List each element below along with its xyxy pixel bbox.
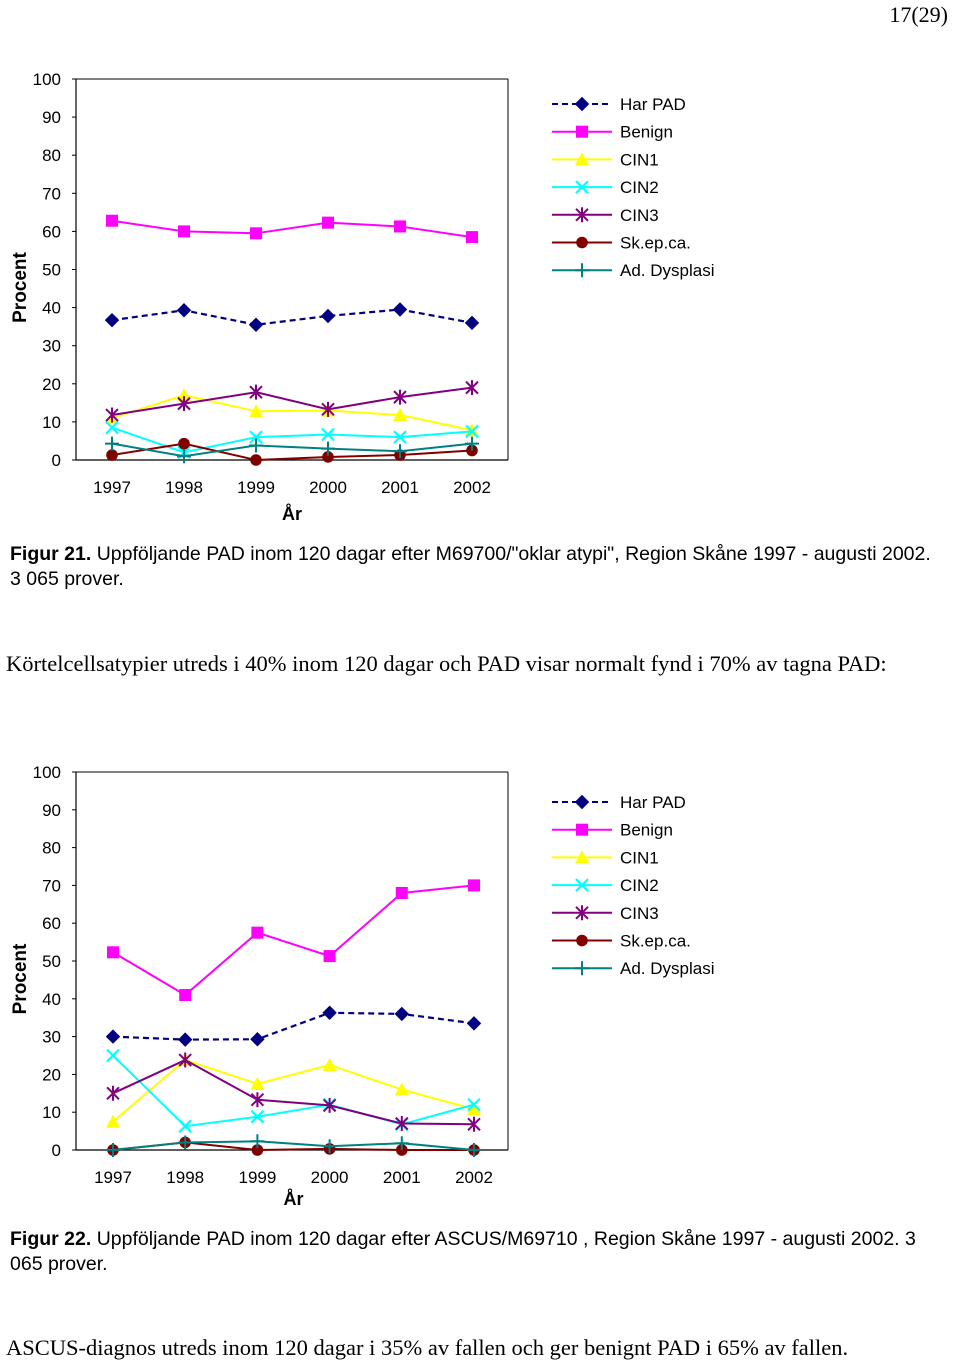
x-axis-title: År	[281, 504, 303, 524]
legend-marker-ad-dysplasi	[575, 263, 589, 277]
x-tick-label: 2002	[453, 478, 491, 497]
y-tick-label: 30	[42, 1027, 61, 1047]
legend-label-ad-dysplasi: Ad. Dysplasi	[620, 261, 715, 281]
legend-marker-har-pad	[576, 796, 589, 809]
figure-caption-text: Uppföljande PAD inom 120 dagar efter M69700/"oklar atypi", Region Skåne 1997 - augusti 2002. 3 065 prover.	[10, 543, 931, 590]
x-tick-label: 1998	[166, 1168, 205, 1187]
data-point-har-pad	[322, 309, 335, 322]
data-point-benign	[468, 879, 480, 891]
y-tick-label: 80	[42, 838, 61, 858]
series-line-har-pad	[112, 310, 472, 325]
legend-marker-har-pad	[576, 98, 589, 111]
x-tick-label: 1997	[94, 1168, 132, 1187]
figure-label: Figur 21.	[10, 543, 92, 565]
figure-caption-22	[10, 1227, 946, 1277]
data-point-ad-dysplasi	[321, 442, 335, 456]
data-point-ad-dysplasi	[250, 1134, 264, 1148]
data-point-har-pad	[178, 304, 191, 317]
x-tick-label: 2000	[310, 1168, 349, 1187]
legend-label-cin2: CIN2	[620, 876, 659, 896]
series-cin1	[105, 388, 479, 436]
legend-marker-sk-ep-ca	[576, 935, 588, 947]
data-point-benign	[178, 225, 190, 237]
y-tick-label: 0	[51, 1141, 61, 1160]
x-tick-label: 2001	[382, 1168, 421, 1187]
y-tick-label: 20	[42, 1065, 61, 1085]
x-tick-label: 2001	[381, 478, 419, 497]
y-tick-label: 100	[32, 763, 61, 782]
body-paragraph-1: Körtelcellsatypier utreds i 40% inom 120 dagar och PAD visar normalt fynd i 70% av tagna PAD:	[6, 651, 887, 676]
data-point-benign	[250, 227, 262, 239]
x-tick-label: 1997	[93, 478, 131, 497]
y-tick-label: 30	[42, 336, 61, 356]
x-axis-title: År	[283, 1189, 304, 1209]
x-tick-label: 1999	[237, 478, 275, 497]
data-point-har-pad	[395, 1007, 408, 1020]
legend-label-benign: Benign	[620, 122, 673, 142]
series-line-benign	[113, 885, 474, 995]
data-point-har-pad	[468, 1017, 481, 1030]
y-tick-label: 40	[42, 989, 61, 1009]
y-tick-label: 60	[42, 914, 61, 934]
data-point-ad-dysplasi	[467, 1143, 481, 1157]
chart-figur-22	[0, 755, 960, 1225]
data-point-har-pad	[250, 318, 263, 331]
series-har-pad	[106, 303, 479, 331]
data-point-benign	[179, 989, 191, 1001]
legend-label-har-pad: Har PAD	[620, 95, 686, 114]
series-cin2	[107, 1050, 480, 1133]
data-point-har-pad	[394, 303, 407, 316]
y-tick-label: 40	[42, 298, 61, 318]
data-point-har-pad	[106, 314, 119, 327]
y-tick-label: 100	[32, 70, 61, 89]
data-point-cin3	[179, 1053, 191, 1068]
y-tick-label: 70	[42, 876, 61, 896]
data-point-har-pad	[323, 1006, 336, 1019]
data-point-ad-dysplasi	[105, 437, 119, 451]
legend-label-sk-ep-ca: Sk.ep.ca.	[620, 233, 691, 253]
data-point-cin3	[107, 1086, 119, 1101]
data-point-ad-dysplasi	[106, 1143, 120, 1157]
figure-caption-21	[10, 542, 946, 592]
legend-label-sk-ep-ca: Sk.ep.ca.	[620, 931, 691, 951]
data-point-sk-ep-ca	[178, 438, 190, 450]
legend	[552, 95, 714, 280]
chart-figur-21	[0, 60, 960, 530]
data-point-sk-ep-ca	[106, 449, 118, 461]
data-point-benign	[396, 887, 408, 899]
data-point-har-pad	[251, 1033, 264, 1046]
y-tick-label: 10	[42, 412, 61, 432]
body-paragraph-2: ASCUS-diagnos utreds inom 120 dagar i 35% av fallen och ger benignt PAD i 65% av fallen.	[6, 1335, 849, 1360]
page-number: 17(29)	[889, 2, 948, 27]
y-axis-title: Procent	[10, 252, 31, 323]
legend-marker-benign	[576, 824, 588, 836]
data-point-benign	[322, 217, 334, 229]
x-tick-label: 2000	[309, 478, 347, 497]
x-tick-label: 1998	[165, 478, 203, 497]
legend-label-cin1: CIN1	[620, 150, 659, 170]
legend-label-cin2: CIN2	[620, 178, 659, 198]
data-point-benign	[466, 231, 478, 243]
y-tick-label: 90	[42, 108, 61, 128]
y-tick-label: 90	[42, 800, 61, 820]
data-point-benign	[106, 215, 118, 227]
y-tick-label: 60	[42, 222, 61, 242]
series-line-benign	[112, 221, 472, 237]
data-point-ad-dysplasi	[178, 1135, 192, 1149]
legend-label-cin3: CIN3	[620, 205, 659, 225]
series-har-pad	[107, 1006, 481, 1046]
legend-label-benign: Benign	[620, 820, 673, 840]
y-axis-title: Procent	[10, 943, 31, 1015]
series-cin1	[106, 1053, 481, 1128]
data-point-benign	[251, 927, 263, 939]
data-point-cin1	[395, 1083, 409, 1096]
y-tick-label: 10	[42, 1103, 61, 1123]
data-point-benign	[324, 950, 336, 962]
data-point-har-pad	[179, 1033, 192, 1046]
legend-marker-sk-ep-ca	[576, 237, 588, 249]
y-tick-label: 50	[42, 260, 61, 280]
legend-label-ad-dysplasi: Ad. Dysplasi	[620, 959, 715, 979]
data-point-cin2	[107, 1050, 119, 1062]
legend-marker-benign	[576, 126, 588, 138]
legend	[552, 793, 714, 978]
data-point-benign	[107, 946, 119, 958]
series-benign	[106, 215, 478, 243]
x-tick-label: 2002	[455, 1168, 493, 1187]
series-line-cin3	[113, 1060, 474, 1124]
data-point-har-pad	[466, 316, 479, 329]
series-line-har-pad	[113, 1013, 474, 1040]
data-point-sk-ep-ca	[250, 454, 262, 466]
y-tick-label: 20	[42, 374, 61, 394]
series-cin3	[107, 1053, 480, 1132]
figure-label: Figur 22.	[10, 1228, 92, 1250]
y-tick-label: 0	[51, 451, 61, 470]
legend-label-cin1: CIN1	[620, 848, 659, 868]
series-benign	[107, 879, 480, 1001]
y-tick-label: 50	[42, 952, 61, 971]
data-point-har-pad	[107, 1030, 120, 1043]
figure-caption-text: Uppföljande PAD inom 120 dagar efter ASCUS/M69710 , Region Skåne 1997 - augusti 2002. 3 065 prover.	[10, 1228, 916, 1275]
x-tick-label: 1999	[238, 1168, 277, 1187]
data-point-cin1	[323, 1058, 337, 1071]
legend-label-har-pad: Har PAD	[620, 793, 686, 812]
legend-marker-ad-dysplasi	[575, 961, 589, 975]
y-tick-label: 80	[42, 146, 61, 166]
y-tick-label: 70	[42, 184, 61, 204]
legend-label-cin3: CIN3	[620, 903, 659, 923]
data-point-benign	[394, 220, 406, 232]
series-line-cin2	[113, 1056, 474, 1127]
series-ad-dysplasi	[106, 1134, 481, 1157]
